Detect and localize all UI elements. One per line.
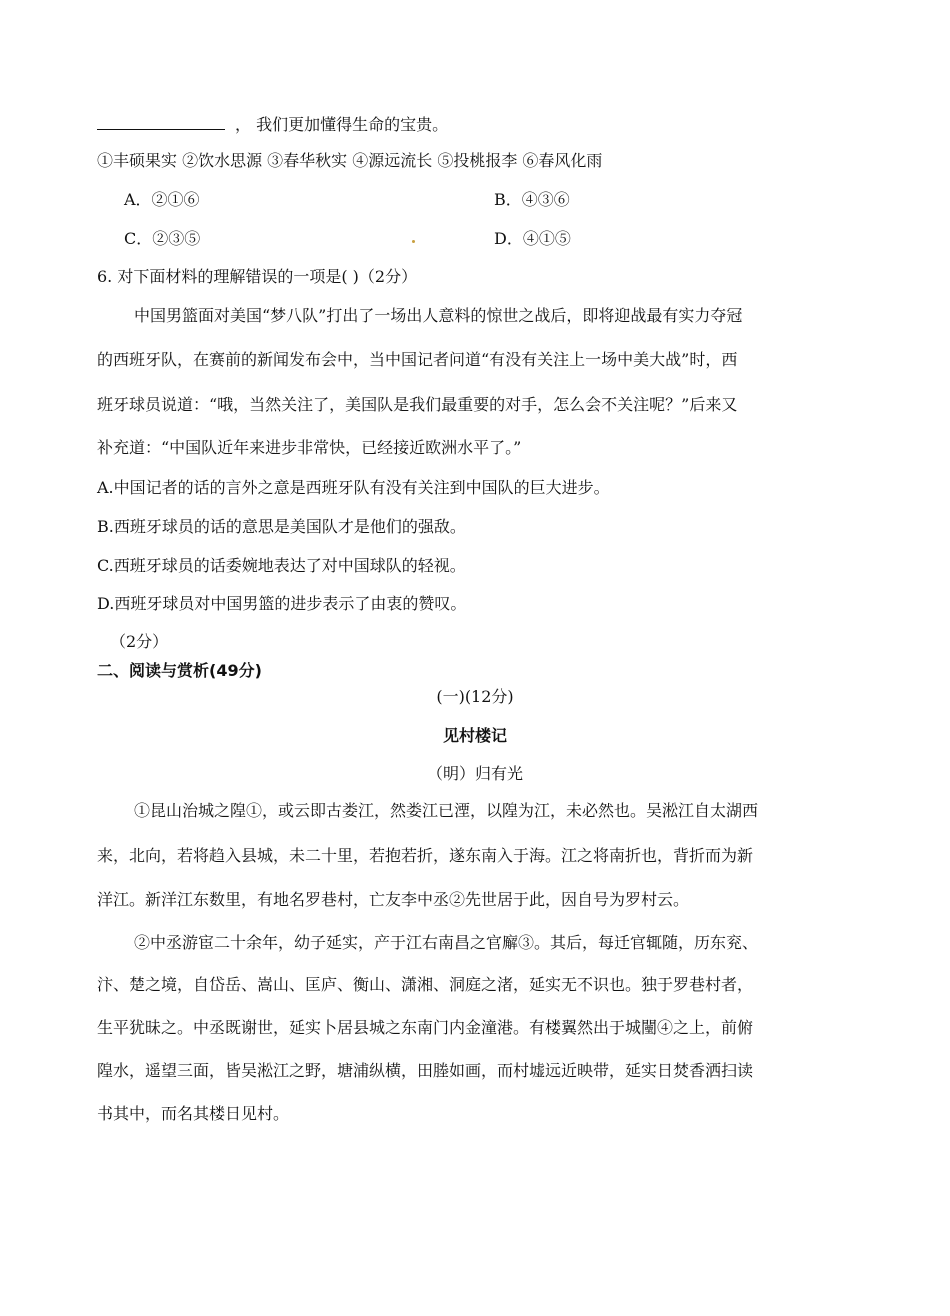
para2-line: 书其中，而名其楼日见村。 (97, 1104, 290, 1123)
q5-option-b: B．④③⑥ (494, 190, 570, 209)
para2-line: 汴、楚之境，自岱岳、嵩山、匡庐、衡山、潇湘、洞庭之渚，延实无不识也。独于罗巷村者， (97, 975, 754, 994)
q5-option-a: A．②①⑥ (124, 190, 200, 209)
article-title: 见村楼记 (442, 726, 507, 745)
para1-line: 来，北向，若将趋入县城，未二十里，若抱若折，遂东南入于海。江之将南折也，背折而为新 (97, 846, 754, 865)
q5-fill-line (97, 113, 448, 135)
q6-passage-line: 的西班牙队，在赛前的新闻发布会中，当中国记者问道“有没有关注上一场中美大战”时，西 (97, 350, 738, 369)
q5-choices: ①丰硕果实 ②饮水思源 ③春华秋实 ④源远流长 ⑤投桃报李 ⑥春风化雨 (97, 151, 603, 170)
q6-passage-line: 班牙球员说道：“哦，当然关注了，美国队是我们最重要的对手，怎么会不关注呢？”后来又 (97, 395, 738, 414)
q6-passage-line: 补充道：“中国队近年来进步非常快，已经接近欧洲水平了。” (97, 438, 522, 457)
para2-line: 隍水，遥望三面，皆吴淞江之野，塘浦纵横，田塍如画，而村墟远近映带，延实日焚香洒扫读 (97, 1061, 754, 1080)
part-label: (一)(12分) (436, 687, 514, 706)
answer-blank (97, 113, 225, 130)
section-heading: 二、阅读与赏析(49分) (97, 661, 262, 680)
q6-option-b: B.西班牙球员的话的意思是美国队才是他们的强敌。 (97, 517, 466, 536)
q5-option-d: D．④①⑤ (494, 229, 571, 248)
scan-speck (412, 240, 415, 243)
para2-line: 生平犹昧之。中丞既谢世，延实卜居县城之东南门内金潼港。有楼翼然出于城闉④之上，前俯 (97, 1018, 754, 1037)
q6-score-note: （2分） (110, 632, 169, 651)
para1-line: ①昆山治城之隍①，或云即古娄江，然娄江已湮，以隍为江，未必然也。吴淞江自太湖西 (134, 801, 759, 820)
q6-option-c: C.西班牙球员的话委婉地表达了对中国球队的轻视。 (97, 556, 466, 575)
para1-line: 洋江。新洋江东数里，有地名罗巷村，亡友李中丞②先世居于此，因自号为罗村云。 (97, 890, 690, 909)
q5-tail-text: ， 我们更加懂得生命的宝贵。 (235, 115, 449, 134)
q5-option-c: C．②③⑤ (124, 229, 201, 248)
q6-passage-line: 中国男篮面对美国“梦八队”打出了一场出人意料的惊世之战后，即将迎战最有实力夺冠 (134, 306, 743, 325)
article-author: （明）归有光 (426, 764, 523, 783)
q6-option-d: D.西班牙球员对中国男篮的进步表示了由衷的赞叹。 (97, 594, 467, 613)
para2-line: ②中丞游宦二十余年，幼子延实，产于江右南昌之官廨③。其后，每迁官辄随，历东兖、 (134, 933, 759, 952)
q6-stem: 6. 对下面材料的理解错误的一项是( )（2分） (97, 267, 418, 286)
q6-option-a: A.中国记者的话的言外之意是西班牙队有没有关注到中国队的巨大进步。 (97, 478, 610, 497)
